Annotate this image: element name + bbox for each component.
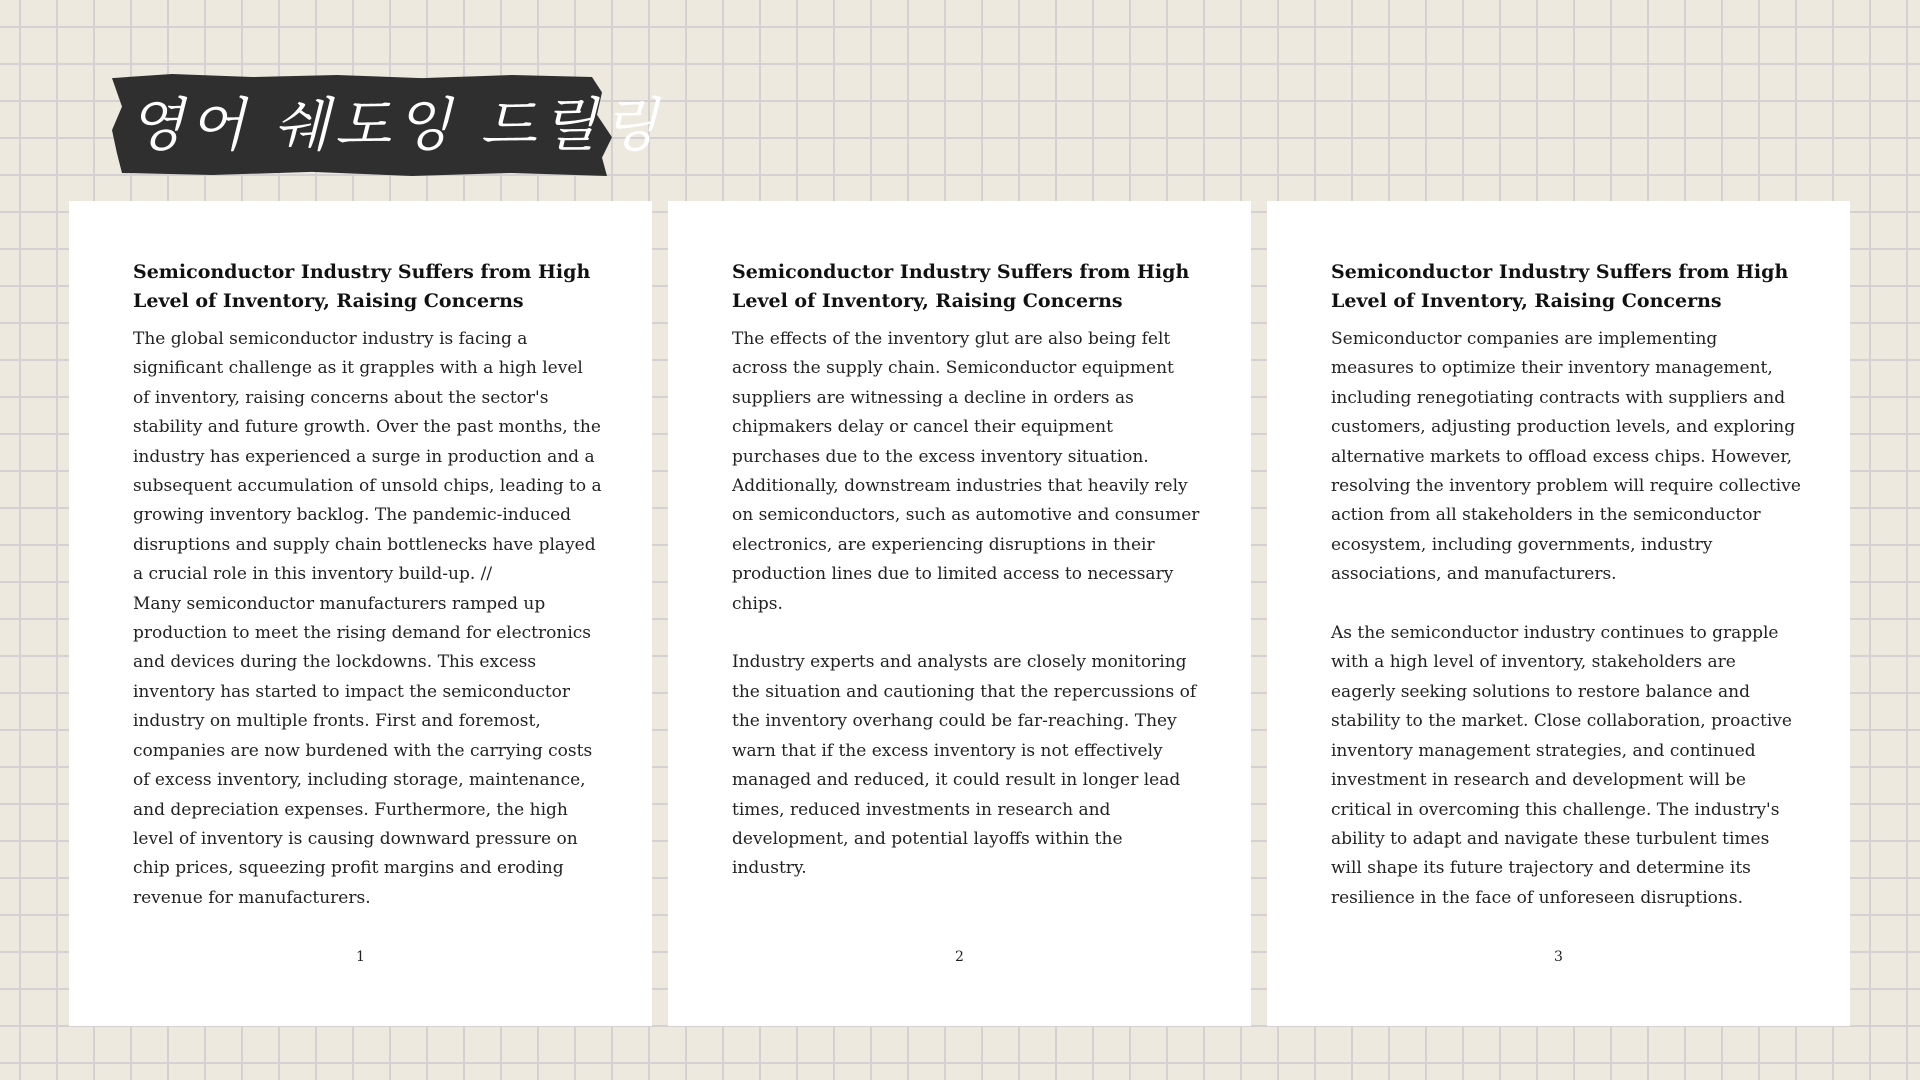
article-body: The effects of the inventory glut are also being felt across the supply chain. Semiconductor equipment suppliers are witnessing a decline in orders as chipmakers delay or cancel their equipment purchases due to the excess inventory situation. Additionally, downstream industries that heavily rely on semiconductors, such as automotive and consumer electronics, are experiencing disruptions in their production lines due to limited access to necessary chips. Industry experts and analysts are closely monitoring the situation and cautioning that the repercussions of the inventory overhang could be far-reaching. They warn that if the excess inventory is not effectively managed and reduced, it could result in longer lead times, reduced investments in research and development, and potential layoffs within the industry. xyxy=(732,329,1200,879)
article-heading: Semiconductor Industry Suffers from High Level of Inventory, Raising Concerns xyxy=(1331,261,1789,312)
document-page-1 xyxy=(69,201,652,1026)
document-page-2 xyxy=(668,201,1251,1026)
article-heading: Semiconductor Industry Suffers from High Level of Inventory, Raising Concerns xyxy=(133,261,591,312)
page-number: 1 xyxy=(356,949,365,965)
article-body: Semiconductor companies are implementing measures to optimize their inventory management, including renegotiating contracts with suppliers and customers, adjusting production levels, and exploring alternative markets to offload excess chips. However, resolving the inventory problem will require collective action from all stakeholders in the semiconductor ecosystem, including governments, industry associations, and manufacturers. As the semiconductor industry continues to grapple with a high level of inventory, stakeholders are eagerly seeking solutions to restore balance and stability to the market. Close collaboration, proactive inventory management strategies, and continued investment in research and development will be critical in overcoming this challenge. The industry's ability to adapt and navigate these turbulent times will shape its future trajectory and determine its resilience in the face of unforeseen disruptions. xyxy=(1331,329,1801,908)
article-heading: Semiconductor Industry Suffers from High Level of Inventory, Raising Concerns xyxy=(732,261,1190,312)
article-body: The global semiconductor industry is facing a significant challenge as it grapples with a high level of inventory, raising concerns about the sector's stability and future growth. Over the past months, the industry has experienced a surge in production and a subsequent accumulation of unsold chips, leading to a growing inventory backlog. The pandemic-induced disruptions and supply chain bottlenecks have played a crucial role in this inventory build-up. // Many semiconductor manufacturers ramped up production to meet the rising demand for electronics and devices during the lockdowns. This excess inventory has started to impact the semiconductor industry on multiple fronts. First and foremost, companies are now burdened with the carrying costs of excess inventory, including storage, maintenance, and depreciation expenses. Furthermore, the high level of inventory is causing downward pressure on chip prices, squeezing profit margins and eroding revenue for manufacturers. xyxy=(133,329,602,908)
page-title: 영어 쉐도잉 드릴링 xyxy=(128,91,664,159)
page-number: 2 xyxy=(955,949,964,965)
page-number: 3 xyxy=(1554,949,1563,965)
document-page-3 xyxy=(1267,201,1850,1026)
